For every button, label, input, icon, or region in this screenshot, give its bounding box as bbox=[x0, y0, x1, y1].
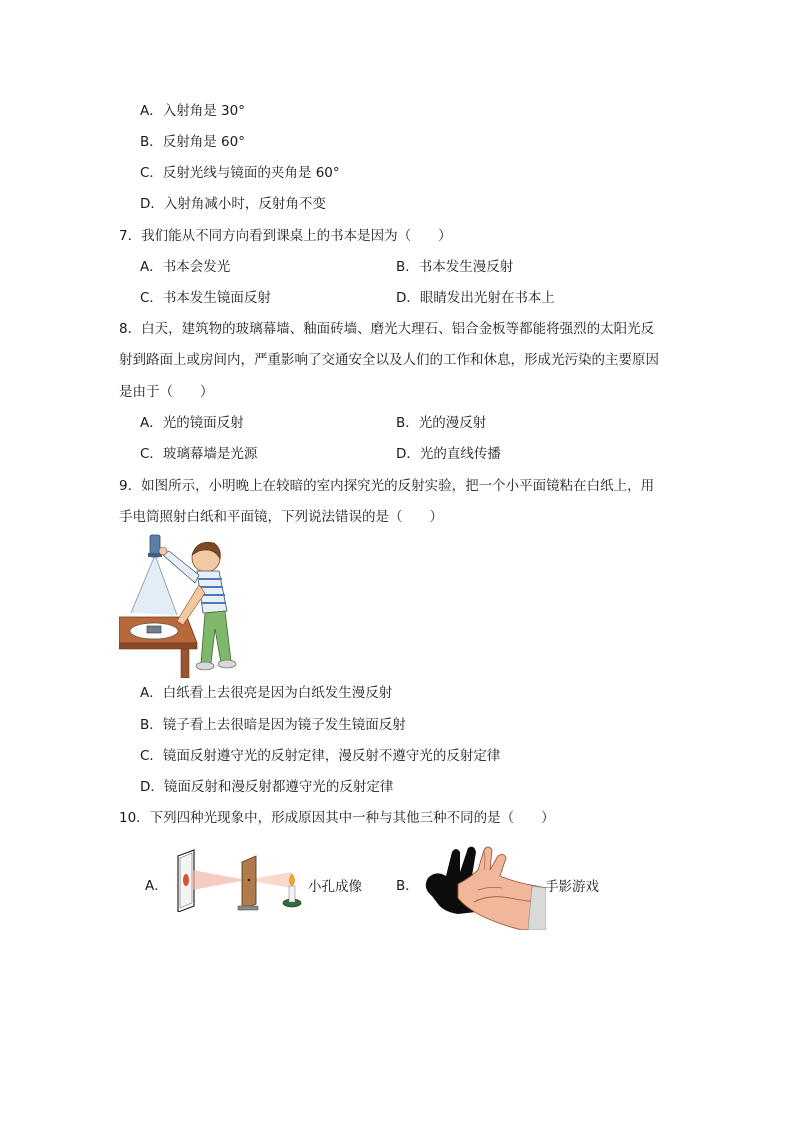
q6-option-d: D．入射角减小时，反射角不变 bbox=[140, 196, 326, 212]
q7-option-c: C．书本发生镜面反射 bbox=[140, 290, 271, 306]
q8-option-a: A．光的镜面反射 bbox=[140, 415, 244, 431]
q10-stem: 10．下列四种光现象中，形成原因其中一种与其他三种不同的是（ ） bbox=[119, 810, 555, 826]
q7-stem: 7．我们能从不同方向看到课桌上的书本是因为（ ） bbox=[119, 228, 452, 244]
q9-stem-line-1: 9．如图所示，小明晚上在较暗的室内探究光的反射实验，把一个小平面镜粘在白纸上，用 bbox=[119, 478, 655, 494]
q9-option-b: B．镜子看上去很暗是因为镜子发生镜面反射 bbox=[140, 717, 406, 733]
q8-option-c: C．玻璃幕墙是光源 bbox=[140, 446, 258, 462]
q9-stem-line-2: 手电筒照射白纸和平面镜，下列说法错误的是（ ） bbox=[119, 509, 443, 525]
q9-option-c: C．镜面反射遵守光的反射定律，漫反射不遵守光的反射定律 bbox=[140, 748, 501, 764]
q9-option-d: D．镜面反射和漫反射都遵守光的反射定律 bbox=[140, 779, 394, 795]
q10-option-a-letter: A． bbox=[145, 878, 168, 894]
q8-stem-line-1: 8．白天，建筑物的玻璃幕墙、釉面砖墙、磨光大理石、铝合金板等都能将强烈的太阳光反 bbox=[119, 321, 655, 337]
q6-option-c: C．反射光线与镜面的夹角是 60° bbox=[140, 165, 340, 181]
q10-option-b-caption: 手影游戏 bbox=[545, 879, 599, 895]
q9-option-a: A．白纸看上去很亮是因为白纸发生漫反射 bbox=[140, 685, 393, 701]
q7-option-a: A．书本会发光 bbox=[140, 259, 231, 275]
q6-option-a: A．入射角是 30° bbox=[140, 103, 245, 119]
q10-option-a-pinhole-image bbox=[172, 848, 307, 912]
q8-stem-line-3: 是由于（ ） bbox=[119, 384, 214, 400]
q10-option-a-caption: 小孔成像 bbox=[308, 879, 362, 895]
q8-option-b: B．光的漫反射 bbox=[396, 415, 487, 431]
q7-option-d: D．眼睛发出光射在书本上 bbox=[396, 290, 555, 306]
q9-illustration-flashlight-experiment bbox=[119, 533, 244, 678]
q10-option-b-hand-shadow-image bbox=[418, 842, 546, 930]
q6-option-b: B．反射角是 60° bbox=[140, 134, 245, 150]
q7-option-b: B．书本发生漫反射 bbox=[396, 259, 514, 275]
q8-stem-line-2: 射到路面上或房间内，严重影响了交通安全以及人们的工作和休息，形成光污染的主要原因 bbox=[119, 352, 659, 368]
q8-option-d: D．光的直线传播 bbox=[396, 446, 501, 462]
q10-option-b-letter: B． bbox=[396, 878, 419, 894]
